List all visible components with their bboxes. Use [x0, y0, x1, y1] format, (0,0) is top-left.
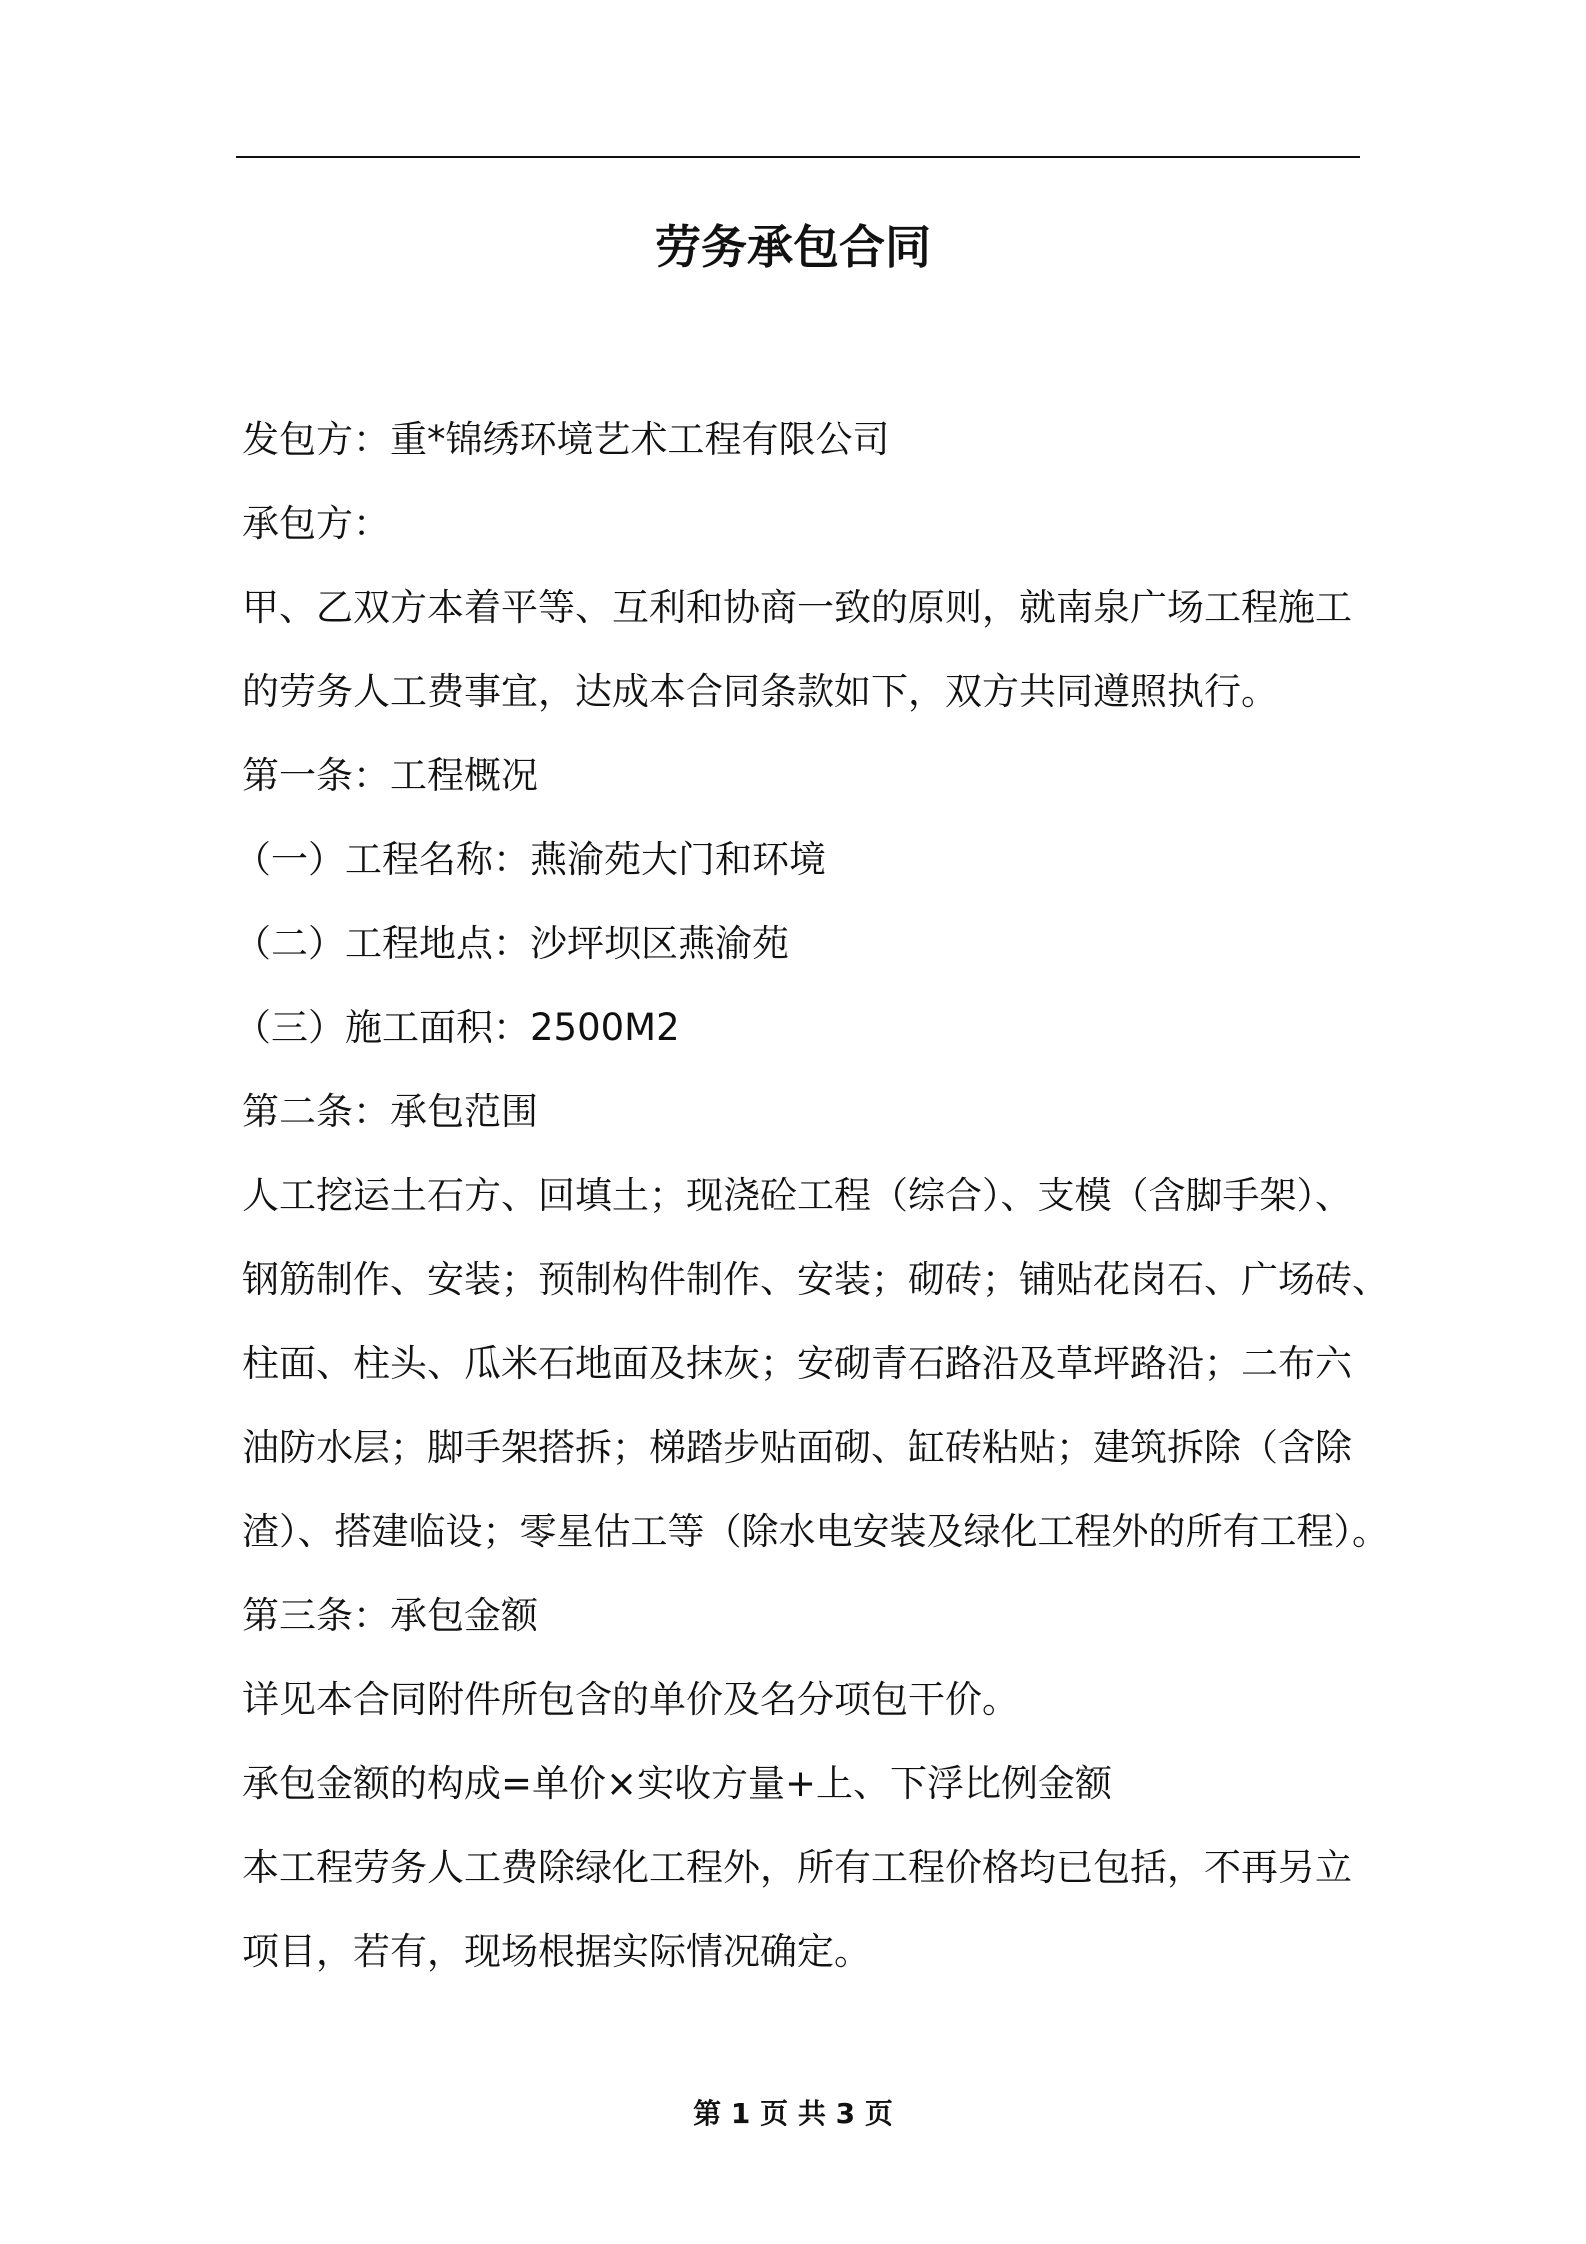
project-location-line: （二）工程地点：沙坪坝区燕渝苑 [234, 922, 789, 965]
scope-line-2: 钢筋制作、安装；预制构件制作、安装；砌砖；铺贴花岗石、广场砖、 [242, 1258, 1389, 1301]
page-footer: 第 1 页 共 3 页 [693, 2097, 893, 2130]
amount-formula-line: 承包金额的构成=单价×实收方量+上、下浮比例金额 [242, 1762, 1113, 1805]
scope-line-4: 油防水层；脚手架搭拆；梯踏步贴面砌、缸砖粘贴；建筑拆除（含除 [242, 1426, 1352, 1469]
party-a-line: 发包方：重*锦绣环境艺术工程有限公司 [242, 418, 890, 461]
preamble-line-1: 甲、乙双方本着平等、互利和协商一致的原则，就南泉广场工程施工 [242, 586, 1352, 629]
amount-note-line-1: 本工程劳务人工费除绿化工程外，所有工程价格均已包括，不再另立 [242, 1846, 1352, 1889]
amount-note-line-2: 项目，若有，现场根据实际情况确定。 [242, 1930, 871, 1973]
article-2-heading: 第二条：承包范围 [242, 1090, 538, 1133]
project-name-line: （一）工程名称：燕渝苑大门和环境 [234, 838, 826, 881]
document-title: 劳务承包合同 [655, 220, 931, 274]
construction-area-line: （三）施工面积：2500M2 [234, 1006, 680, 1049]
scope-line-3: 柱面、柱头、瓜米石地面及抹灰；安砌青石路沿及草坪路沿；二布六 [242, 1342, 1352, 1385]
party-b-line: 承包方： [242, 502, 390, 545]
amount-detail-line: 详见本合同附件所包含的单价及名分项包干价。 [242, 1678, 1019, 1721]
article-1-heading: 第一条：工程概况 [242, 754, 538, 797]
contract-body [234, 398, 1389, 1994]
scope-line-1: 人工挖运土石方、回填土；现浇砼工程（综合）、支模（含脚手架）、 [242, 1174, 1352, 1217]
scope-line-5: 渣）、搭建临设；零星估工等（除水电安装及绿化工程外的所有工程）。 [242, 1510, 1389, 1553]
preamble-line-2: 的劳务人工费事宜，达成本合同条款如下，双方共同遵照执行。 [242, 670, 1278, 713]
article-3-heading: 第三条：承包金额 [242, 1594, 538, 1637]
header-rule [236, 156, 1360, 158]
